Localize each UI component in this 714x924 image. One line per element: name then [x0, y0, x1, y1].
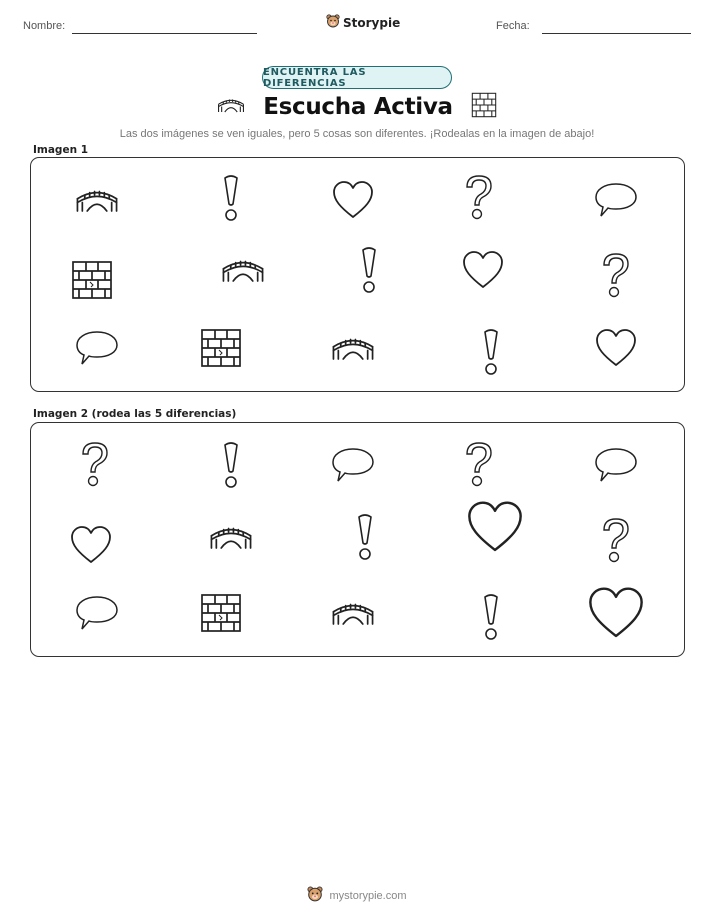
bridge-icon — [221, 256, 265, 284]
question-icon[interactable] — [79, 441, 111, 489]
page-title: Escucha Activa — [263, 94, 453, 120]
bear-mascot-icon — [326, 13, 340, 32]
image-panel-2[interactable] — [30, 422, 685, 657]
speech-bubble-icon[interactable] — [330, 446, 376, 484]
heart-icon — [462, 250, 504, 290]
footer — [0, 886, 714, 906]
heart-icon[interactable] — [588, 586, 645, 640]
panel-1-label: Imagen 1 — [33, 144, 89, 156]
question-icon — [463, 174, 495, 222]
heart-icon — [595, 328, 637, 368]
bridge-icon — [331, 334, 375, 362]
date-label: Fecha: — [496, 20, 530, 32]
image-panel-1 — [30, 157, 685, 392]
activity-badge: ENCUENTRA LAS DIFERENCIAS — [262, 66, 452, 89]
bridge-icon[interactable] — [209, 523, 253, 551]
name-field-line[interactable] — [72, 33, 257, 34]
instructions: Las dos imágenes se ven iguales, pero 5 cosas son diferentes. ¡Rodealas en la imagen de abajo! — [119, 128, 595, 140]
bridge-icon — [217, 96, 245, 118]
bridge-icon — [75, 186, 119, 214]
exclamation-icon — [481, 328, 501, 376]
exclamation-icon[interactable] — [355, 513, 375, 561]
name-label: Nombre: — [23, 20, 66, 32]
speech-bubble-icon[interactable] — [593, 446, 639, 484]
speech-bubble-icon[interactable] — [74, 594, 120, 632]
bridge-icon[interactable] — [331, 599, 375, 627]
title-row — [0, 92, 714, 122]
brick-wall-icon — [471, 92, 497, 122]
date-field-line[interactable] — [542, 33, 691, 34]
bear-mascot-icon — [307, 886, 323, 906]
exclamation-icon — [221, 174, 241, 222]
question-icon[interactable] — [600, 517, 632, 565]
exclamation-icon — [359, 246, 379, 294]
exclamation-icon[interactable] — [221, 441, 241, 489]
heart-icon[interactable] — [70, 525, 112, 565]
heart-icon[interactable] — [467, 500, 524, 554]
panel-2-label: Imagen 2 (rodea las 5 diferencias) — [33, 408, 237, 420]
speech-bubble-icon — [74, 329, 120, 367]
brick-wall-icon — [71, 260, 113, 300]
speech-bubble-icon — [593, 181, 639, 219]
brick-wall-icon — [200, 328, 242, 368]
exclamation-icon[interactable] — [481, 593, 501, 641]
brick-wall-icon[interactable] — [200, 593, 242, 633]
heart-icon — [332, 180, 374, 220]
brand-logo — [326, 13, 400, 32]
question-icon — [600, 252, 632, 300]
question-icon[interactable] — [463, 441, 495, 489]
brand-name: Storypie — [343, 15, 401, 30]
footer-url: mystorypie.com — [329, 890, 407, 902]
